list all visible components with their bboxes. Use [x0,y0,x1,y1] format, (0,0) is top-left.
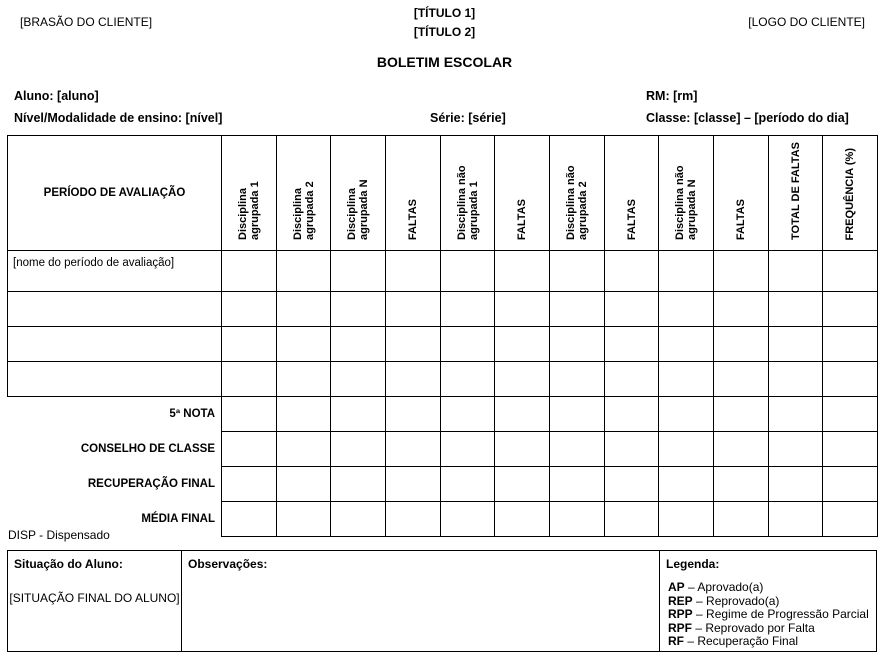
grade-cell[interactable] [769,397,823,432]
grade-cell[interactable] [769,292,823,327]
grade-cell[interactable] [331,432,386,467]
row-label-class-council: CONSELHO DE CLASSE [80,443,215,455]
column-header: FALTAS [495,136,550,251]
column-header: FALTAS [605,136,659,251]
education-level: Nível/Modalidade de ensino: [nível] [14,111,223,125]
grade-cell[interactable] [222,467,277,502]
column-header: Disciplina não agrupada N [659,136,714,251]
grade-cell[interactable] [714,432,769,467]
column-header: Disciplina não agrupada 1 [441,136,495,251]
grade-cell[interactable] [714,362,769,397]
grade-cell[interactable] [714,502,769,537]
table-header-row [8,136,878,251]
grade-cell[interactable] [550,397,605,432]
student-status-box [8,551,182,652]
client-coat-of-arms-placeholder: [BRASÃO DO CLIENTE] [20,15,153,29]
grade-cell[interactable] [441,292,495,327]
column-header: Disciplina agrupada 2 [277,136,331,251]
grade-cell[interactable] [605,292,659,327]
grade-cell[interactable] [495,327,550,362]
grade-cell[interactable] [386,432,441,467]
grade-cell[interactable] [823,362,878,397]
grade-cell[interactable] [277,292,331,327]
grade-cell[interactable] [769,432,823,467]
grade-cell[interactable] [823,397,878,432]
row-label-final-average: MÉDIA FINAL [141,513,215,525]
client-logo-placeholder: [LOGO DO CLIENTE] [748,15,865,29]
grade-cell[interactable] [550,292,605,327]
period-header: PERÍODO DE AVALIAÇÃO [8,136,222,251]
grade-cell[interactable] [605,467,659,502]
grade-cell[interactable] [331,327,386,362]
legend-title: Legenda: [666,557,720,571]
legend-item: REP – Reprovado(a) [668,593,780,608]
table-row [8,432,878,467]
grade-cell[interactable] [222,397,277,432]
grades-table [7,135,878,537]
grade-cell[interactable] [823,467,878,502]
grade-cell[interactable] [550,251,605,292]
grade-cell[interactable] [769,327,823,362]
title-1: [TÍTULO 1] [413,6,476,20]
grade-cell[interactable] [222,362,277,397]
period-name: [nome do período de avaliação] [8,251,222,292]
legend-list [668,581,876,649]
grade-cell[interactable] [222,251,277,292]
column-header: FREQUÊNCIA (%) [823,136,878,251]
grade-cell[interactable] [495,502,550,537]
legend-item: RPF – Reprovado por Falta [668,620,815,635]
grade-cell[interactable] [714,251,769,292]
grade-cell[interactable] [659,251,714,292]
grade-cell[interactable] [714,397,769,432]
grade-cell[interactable] [605,432,659,467]
grade-cell[interactable] [823,292,878,327]
grade-cell[interactable] [386,397,441,432]
grade-cell[interactable] [659,327,714,362]
grade-cell[interactable] [550,467,605,502]
grade-cell[interactable] [277,432,331,467]
grade-cell[interactable] [441,362,495,397]
row-label-5th-grade: 5ª NOTA [169,408,215,421]
grade-cell[interactable] [277,251,331,292]
grade-cell[interactable] [441,432,495,467]
period-cell[interactable] [8,327,222,362]
grade-cell[interactable] [441,502,495,537]
grade-cell[interactable] [659,502,714,537]
grade-cell[interactable] [222,327,277,362]
legend-box [660,551,877,652]
grade-cell[interactable] [277,327,331,362]
table-row [8,292,878,327]
column-header: FALTAS [714,136,769,251]
grade-cell[interactable] [386,467,441,502]
grade-cell[interactable] [441,397,495,432]
grade-cell[interactable] [386,362,441,397]
grade-cell[interactable] [495,292,550,327]
grade-cell[interactable] [277,502,331,537]
grade-cell[interactable] [823,327,878,362]
footer-table [7,550,877,652]
grade-cell[interactable] [659,467,714,502]
grade-cell[interactable] [277,397,331,432]
row-label-final-recovery: RECUPERAÇÃO FINAL [87,478,215,490]
grade-cell[interactable] [823,432,878,467]
table-row [8,467,878,502]
grade-cell[interactable] [605,327,659,362]
grade-cell[interactable] [331,251,386,292]
grade-cell[interactable] [714,292,769,327]
grade-cell[interactable] [441,251,495,292]
grade-cell[interactable] [222,292,277,327]
legend-item: AP – Aprovado(a) [668,580,764,594]
grade-cell[interactable] [823,251,878,292]
grade-cell[interactable] [441,467,495,502]
grade-cell[interactable] [331,397,386,432]
grade-cell[interactable] [550,327,605,362]
grade-cell[interactable] [769,467,823,502]
period-cell[interactable] [8,362,222,397]
grade-cell[interactable] [495,362,550,397]
grade-cell[interactable] [386,327,441,362]
table-row [8,362,878,397]
grade-cell[interactable] [331,467,386,502]
column-header: FALTAS [386,136,441,251]
student-status-value: [SITUAÇÃO FINAL DO ALUNO] [9,591,180,605]
grade-cell[interactable] [277,467,331,502]
column-header: Disciplina agrupada 1 [222,136,277,251]
grade-cell[interactable] [659,292,714,327]
table-row [8,251,878,292]
period-cell[interactable] [8,292,222,327]
grade-cell[interactable] [386,502,441,537]
grade-cell[interactable] [277,362,331,397]
grade-cell[interactable] [605,397,659,432]
column-header: Disciplina não agrupada 2 [550,136,605,251]
table-row [8,397,878,432]
legend-item: RF – Recuperação Final [668,634,799,648]
grade-cell[interactable] [605,362,659,397]
grade-cell[interactable] [659,397,714,432]
grade-cell[interactable] [769,502,823,537]
grade-cell[interactable] [495,467,550,502]
grade-cell[interactable] [659,362,714,397]
grade-cell[interactable] [495,432,550,467]
student-grade: Série: [série] [430,111,506,125]
student-class: Classe: [classe] – [período do dia] [646,111,849,125]
grade-cell[interactable] [222,432,277,467]
student-name: Aluno: [aluno] [14,89,99,103]
legend-item: RPP – Regime de Progressão Parcial [668,607,869,621]
disp-note: DISP - Dispensado [8,528,110,542]
title-2: [TÍTULO 2] [413,25,476,39]
grade-cell[interactable] [769,251,823,292]
grade-cell[interactable] [714,327,769,362]
grade-cell[interactable] [495,251,550,292]
student-status-title: Situação do Aluno: [14,557,123,571]
grade-cell[interactable] [386,292,441,327]
grade-cell[interactable] [823,502,878,537]
grade-cell[interactable] [769,362,823,397]
grade-cell[interactable] [331,292,386,327]
grade-cell[interactable] [331,362,386,397]
grade-cell[interactable] [331,502,386,537]
student-rm: RM: [rm] [646,89,698,103]
grade-cell[interactable] [714,467,769,502]
grade-cell[interactable] [222,502,277,537]
observations-title: Observações: [188,557,268,571]
grade-cell[interactable] [550,432,605,467]
document-title: BOLETIM ESCOLAR [376,54,513,70]
grade-cell[interactable] [495,397,550,432]
table-row [8,502,878,537]
grade-cell[interactable] [386,251,441,292]
grade-cell[interactable] [659,432,714,467]
column-header: TOTAL DE FALTAS [769,136,823,251]
observations-box[interactable] [182,551,660,652]
grade-cell[interactable] [605,251,659,292]
column-header: Disciplina agrupada N [331,136,386,251]
grade-cell[interactable] [550,362,605,397]
grade-cell[interactable] [441,327,495,362]
grade-cell[interactable] [605,502,659,537]
grade-cell[interactable] [550,502,605,537]
table-row [8,327,878,362]
